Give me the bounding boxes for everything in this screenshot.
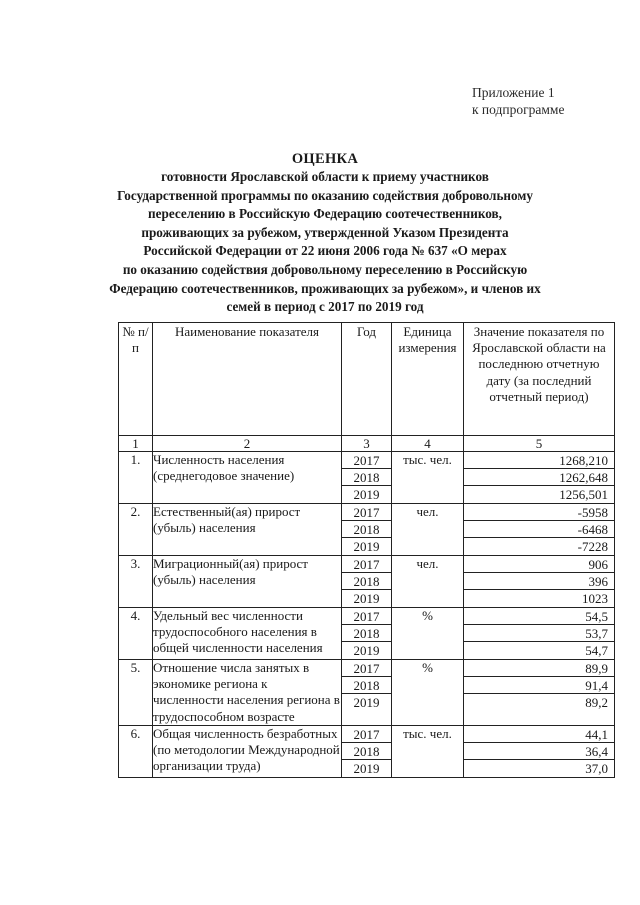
subtitle-line: проживающих за рубежом, утвержденной Указом Президента: [141, 224, 509, 240]
year-value: 2019: [353, 487, 380, 502]
indicator-value: 37,0: [585, 760, 608, 776]
indicator-name: Численность населения (среднегодовое значение): [153, 452, 342, 504]
indicator-value: 1268,210: [464, 452, 614, 469]
indicator-value: 89,9: [464, 660, 614, 677]
row-number: 1.: [119, 452, 153, 504]
value-cell: [464, 556, 615, 608]
indicator-value: -7228: [577, 539, 608, 554]
indicator-value: -6468: [464, 521, 614, 538]
year-value: 2019: [353, 591, 380, 606]
indicator-value: -5958: [464, 504, 614, 521]
table-row: [119, 660, 615, 726]
year-value: 2018: [342, 469, 391, 486]
unit-cell: тыс. чел.: [392, 452, 464, 504]
indicator-value: 44,1: [464, 726, 614, 743]
column-number: 1: [119, 436, 153, 452]
indicator-value: 54,5: [464, 608, 614, 625]
value-cell: [464, 608, 615, 660]
indicator-value: 89,2: [585, 695, 608, 710]
row-number: 6.: [119, 725, 153, 777]
year-value: 2018: [342, 677, 391, 694]
year-value: 2017: [342, 726, 391, 743]
row-number: 2.: [119, 504, 153, 556]
value-cell: [464, 452, 615, 504]
value-cell: [464, 725, 615, 777]
header-year: Год: [342, 323, 392, 436]
document-title: ОЦЕНКА: [291, 151, 359, 167]
indicators-table: [118, 322, 615, 778]
year-value: 2019: [353, 760, 380, 776]
indicator-name: Отношение числа занятых в экономике региона к численности населения региона в трудоспособном возрасте: [153, 660, 340, 724]
year-value: 2017: [342, 452, 391, 469]
row-number: 3.: [119, 556, 153, 608]
column-number: 4: [392, 436, 464, 452]
indicator-value: 91,4: [464, 677, 614, 694]
year-cell: [342, 725, 392, 777]
year-value: 2017: [342, 660, 391, 677]
table-row: [119, 556, 615, 608]
indicator-value: 1023: [582, 591, 608, 606]
year-cell: [342, 608, 392, 660]
indicator-value: 1256,501: [559, 487, 608, 502]
value-cell: [464, 504, 615, 556]
appendix-line-1: Приложение 1: [472, 85, 555, 100]
column-number-row: [119, 436, 615, 452]
indicator-name: Удельный вес численности трудоспособного населения в общей численности населения: [153, 608, 342, 660]
table-row: [119, 452, 615, 504]
year-cell: [342, 452, 392, 504]
header-name: Наименование показателя: [153, 323, 342, 436]
indicator-name: Общая численность безработных (по методологии Международной организации труда): [153, 725, 342, 777]
indicator-value: 906: [464, 556, 614, 573]
year-cell: [342, 556, 392, 608]
column-number: 5: [464, 436, 615, 452]
indicator-value: 1262,648: [464, 469, 614, 486]
year-value: 2019: [353, 643, 380, 658]
appendix-label: [472, 84, 564, 118]
unit-cell: %: [392, 608, 464, 660]
year-cell: [342, 504, 392, 556]
year-value: 2018: [342, 573, 391, 590]
title-block: [90, 150, 560, 317]
unit-cell: тыс. чел.: [392, 725, 464, 777]
indicator-name: Миграционный(ая) прирост (убыль) населения: [153, 556, 342, 608]
subtitle-line: Государственной программы по оказанию содействия добровольному: [117, 187, 533, 203]
row-number: 5.: [119, 660, 153, 726]
indicator-value: 396: [464, 573, 614, 590]
table-row: [119, 608, 615, 660]
indicator-name: Естественный(ая) прирост (убыль) населения: [153, 504, 342, 556]
subtitle-line: переселению в Российскую Федерацию соотечественников,: [148, 206, 502, 222]
header-value: Значение показателя по Ярославской области на последнюю отчетную дату (за последний отчетный период): [464, 323, 615, 436]
table-row: [119, 504, 615, 556]
header-unit: Единица измерения: [392, 323, 464, 436]
indicator-value: 53,7: [464, 625, 614, 642]
value-cell: [464, 660, 615, 726]
column-number: 3: [342, 436, 392, 452]
unit-cell: чел.: [392, 556, 464, 608]
table-row: [119, 725, 615, 777]
column-number: 2: [153, 436, 342, 452]
unit-cell: %: [392, 660, 464, 726]
year-value: 2017: [342, 556, 391, 573]
subtitle-line: Федерацию соотечественников, проживающих за рубежом», и членов их: [109, 280, 541, 296]
appendix-line-2: к подпрограмме: [472, 102, 565, 117]
subtitle-line: по оказанию содействия добровольному переселению в Российскую: [122, 261, 528, 277]
table-header-row: [119, 323, 615, 436]
header-num: № п/п: [119, 323, 153, 436]
subtitle-line: семей в период с 2017 по 2019 год: [226, 299, 424, 315]
year-value: 2018: [342, 625, 391, 642]
subtitle-line: готовности Ярославской области к приему участников: [161, 169, 489, 184]
year-value: 2017: [342, 608, 391, 625]
document-subtitle: [90, 168, 560, 317]
year-value: 2019: [353, 695, 380, 710]
year-cell: [342, 660, 392, 726]
indicator-value: 36,4: [464, 743, 614, 760]
unit-cell: чел.: [392, 504, 464, 556]
year-value: 2018: [342, 743, 391, 760]
year-value: 2019: [353, 539, 380, 554]
subtitle-line: Российской Федерации от 22 июня 2006 года № 637 «О мерах: [143, 243, 507, 259]
indicator-value: 54,7: [585, 643, 608, 658]
year-value: 2018: [342, 521, 391, 538]
row-number: 4.: [119, 608, 153, 660]
year-value: 2017: [342, 504, 391, 521]
